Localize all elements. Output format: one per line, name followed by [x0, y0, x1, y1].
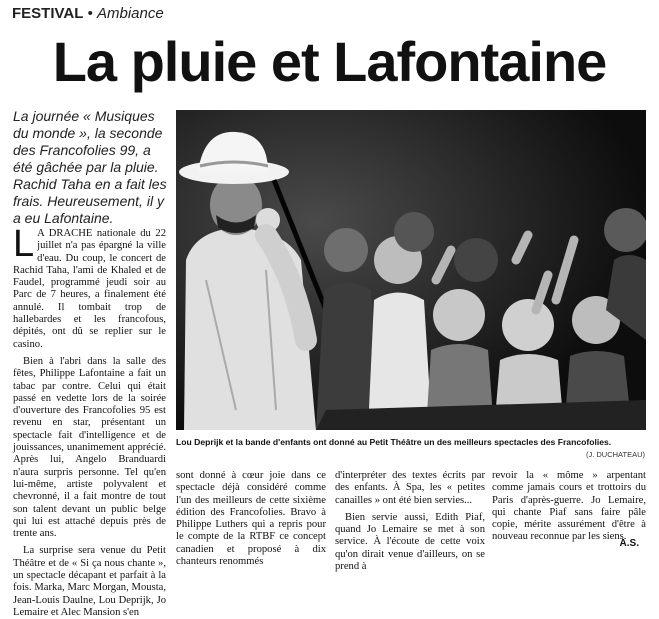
section-rubric: [12, 5, 164, 22]
rubric-separator: •: [87, 5, 93, 22]
paragraph: d'interpréter des textes écrits par des enfants. À Spa, les « petites canailles » ont été bien servies...: [335, 470, 485, 506]
section-label: FESTIVAL: [12, 5, 84, 22]
photo-caption: Lou Deprijk et la bande d'enfants ont donné au Petit Théâtre un des meilleurs spectacles des Francofolies.: [176, 437, 612, 447]
article-column-2: [176, 470, 326, 568]
drop-cap: L: [13, 223, 35, 265]
paragraph: Bien servie aussi, Edith Piaf, quand Jo Lemaire se met à son service. À l'écoute de cette voix qu'on dirait venue d'ailleurs, on se prend à: [335, 511, 485, 573]
author-signature: A.S.: [619, 538, 639, 549]
paragraph: [13, 223, 166, 351]
concert-photo-illustration: [176, 110, 646, 430]
paragraph: La surprise sera venue du Petit Théâtre et de « Si ça nous chante », un spectacle décapant et parfait à la fois. Marka, Marc Morgan, Mousta, Jean-Louis Daulne, Lou Deprijk, Jo Lemaire et Alec Mansion s'en: [13, 545, 166, 618]
paragraph: Bien à l'abri dans la salle des fêtes, Philippe Lafontaine a fait un tabac par contre. Celui qui était passé en vedette lors de la soirée d'ouverture des Francofolies 95 est revenu en star, présentant un spectacle fait d'intelligence et de jouissances, unanimement apprécié. Après lui, Angelo Branduardi n'aura surpris personne. Tel qu'en lui-même, artiste polyvalent et chevronné, il a fait montre de tout son talent devant un public belge qui lui est attaché depuis près de trente ans.: [13, 355, 166, 540]
concert-photo: [176, 110, 646, 430]
paragraph: revoir la « môme » arpentant comme jamais cours et trottoirs du Paris d'après-guerre. Jo Lemaire, qui chante Piaf sans faire pâle copie, mérite assurément d'être à nouveau reconnue par les siens.: [492, 470, 646, 543]
article-headline: La pluie et Lafontaine: [52, 30, 607, 93]
paragraph: sont donné à cœur joie dans ce spectacle déjà considéré comme l'un des meilleurs de cette sixième édition des Francofolies. Bravo à Philippe Luthers qui a repris pour le compte de la RTBF ce concept canadien et proposé à dix chanteurs renommés: [176, 470, 326, 568]
article-lead: La journée « Musiques du monde », la seconde des Francofolies 99, a été gâchée par la pluie. Rachid Taha en a fait les frais. Heureusement, il y a eu Lafontaine.: [13, 108, 167, 226]
photo-credit: (J. DUCHATEAU): [585, 450, 645, 459]
article-column-1: [13, 223, 166, 619]
paragraph-text: A DRACHE nationale du 22 juillet n'a pas épargné la ville d'eau. Du coup, le concert de Rachid Taha, l'ami de Khaled et de Faudel, programmé jeudi soir au Parc de 7 heures, a finalement été annulé. Il tombait trop de hallebardes et les francofous, dépités, ont dû se replier sur le casino.: [13, 228, 166, 350]
subsection-label: Ambiance: [97, 5, 164, 22]
article-column-4: [492, 470, 646, 544]
